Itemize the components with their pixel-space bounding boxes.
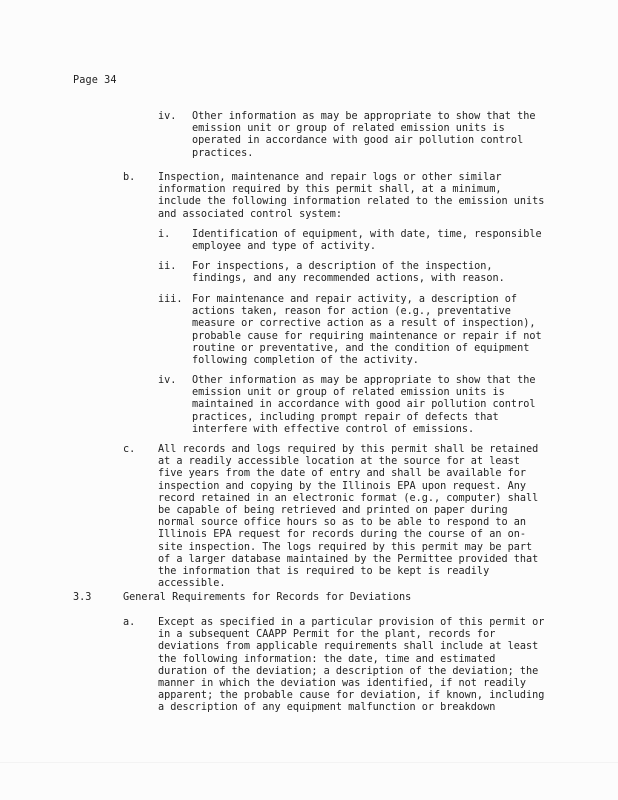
item-text-iii: For maintenance and repair activity, a description of actions taken, reason for action (e.g., preventative measure or corrective action as a result of inspection), probable cause for requiring maintenance or repair if not routine or preventative, and the condition of equipment following completion of the activity. [192, 294, 542, 367]
item-label-iv-2: iv. [158, 375, 177, 386]
item-label-iv-1: iv. [158, 111, 177, 122]
item-text-i: Identification of equipment, with date, time, responsible employee and type of activity. [192, 229, 542, 253]
page-number: Page 34 [73, 75, 117, 86]
item-label-ii: ii. [158, 261, 177, 272]
scan-artifact-line [0, 762, 618, 763]
item-text-b: Inspection, maintenance and repair logs or other similar information required by this permit shall, at a minimum, include the following information related to the emission units and associated control system: [158, 172, 545, 220]
item-label-iii: iii. [158, 294, 183, 305]
item-text-iv-2: Other information as may be appropriate to show that the emission unit or group of related emission units is maintained in accordance with good air pollution control practices, including prompt repair of defects that interfere with effective control of emissions. [192, 375, 536, 435]
item-label-c: c. [123, 444, 136, 455]
item-text-c: All records and logs required by this permit shall be retained at a readily accessible location at the source for at least five years from the date of entry and shall be available for inspection and copying by the Illinois EPA upon request. Any record retained in an electronic format (e.g., computer) shall be capable of being retrieved and printed on paper during normal source office hours so as to be able to respond to an Illinois EPA request for records during the course of an on- site inspection. The logs required by this permit may be part of a larger database maintained by the Permittee provided that the information that is required to be kept is readily accessible. [158, 444, 539, 590]
item-text-iv-1: Other information as may be appropriate to show that the emission unit or group of related emission units is operated in accordance with good air pollution control practices. [192, 111, 536, 159]
section-title-3-3: General Requirements for Records for Deviations [123, 592, 412, 603]
section-number-3-3: 3.3 [73, 592, 92, 603]
item-label-b: b. [123, 172, 136, 183]
item-label-a: a. [123, 617, 136, 628]
item-text-ii: For inspections, a description of the inspection, findings, and any recommended actions, with reason. [192, 261, 505, 285]
item-label-i: i. [158, 229, 171, 240]
item-text-a: Except as specified in a particular provision of this permit or in a subsequent CAAPP Permit for the plant, records for deviations from applicable requirements shall include at least the following information: the date, time and estimated duration of the deviation; a description of the deviation; the manner in which the deviation was identified, if not readily apparent; the probable cause for deviation, if known, including a description of any equipment malfunction or breakdown [158, 617, 545, 714]
